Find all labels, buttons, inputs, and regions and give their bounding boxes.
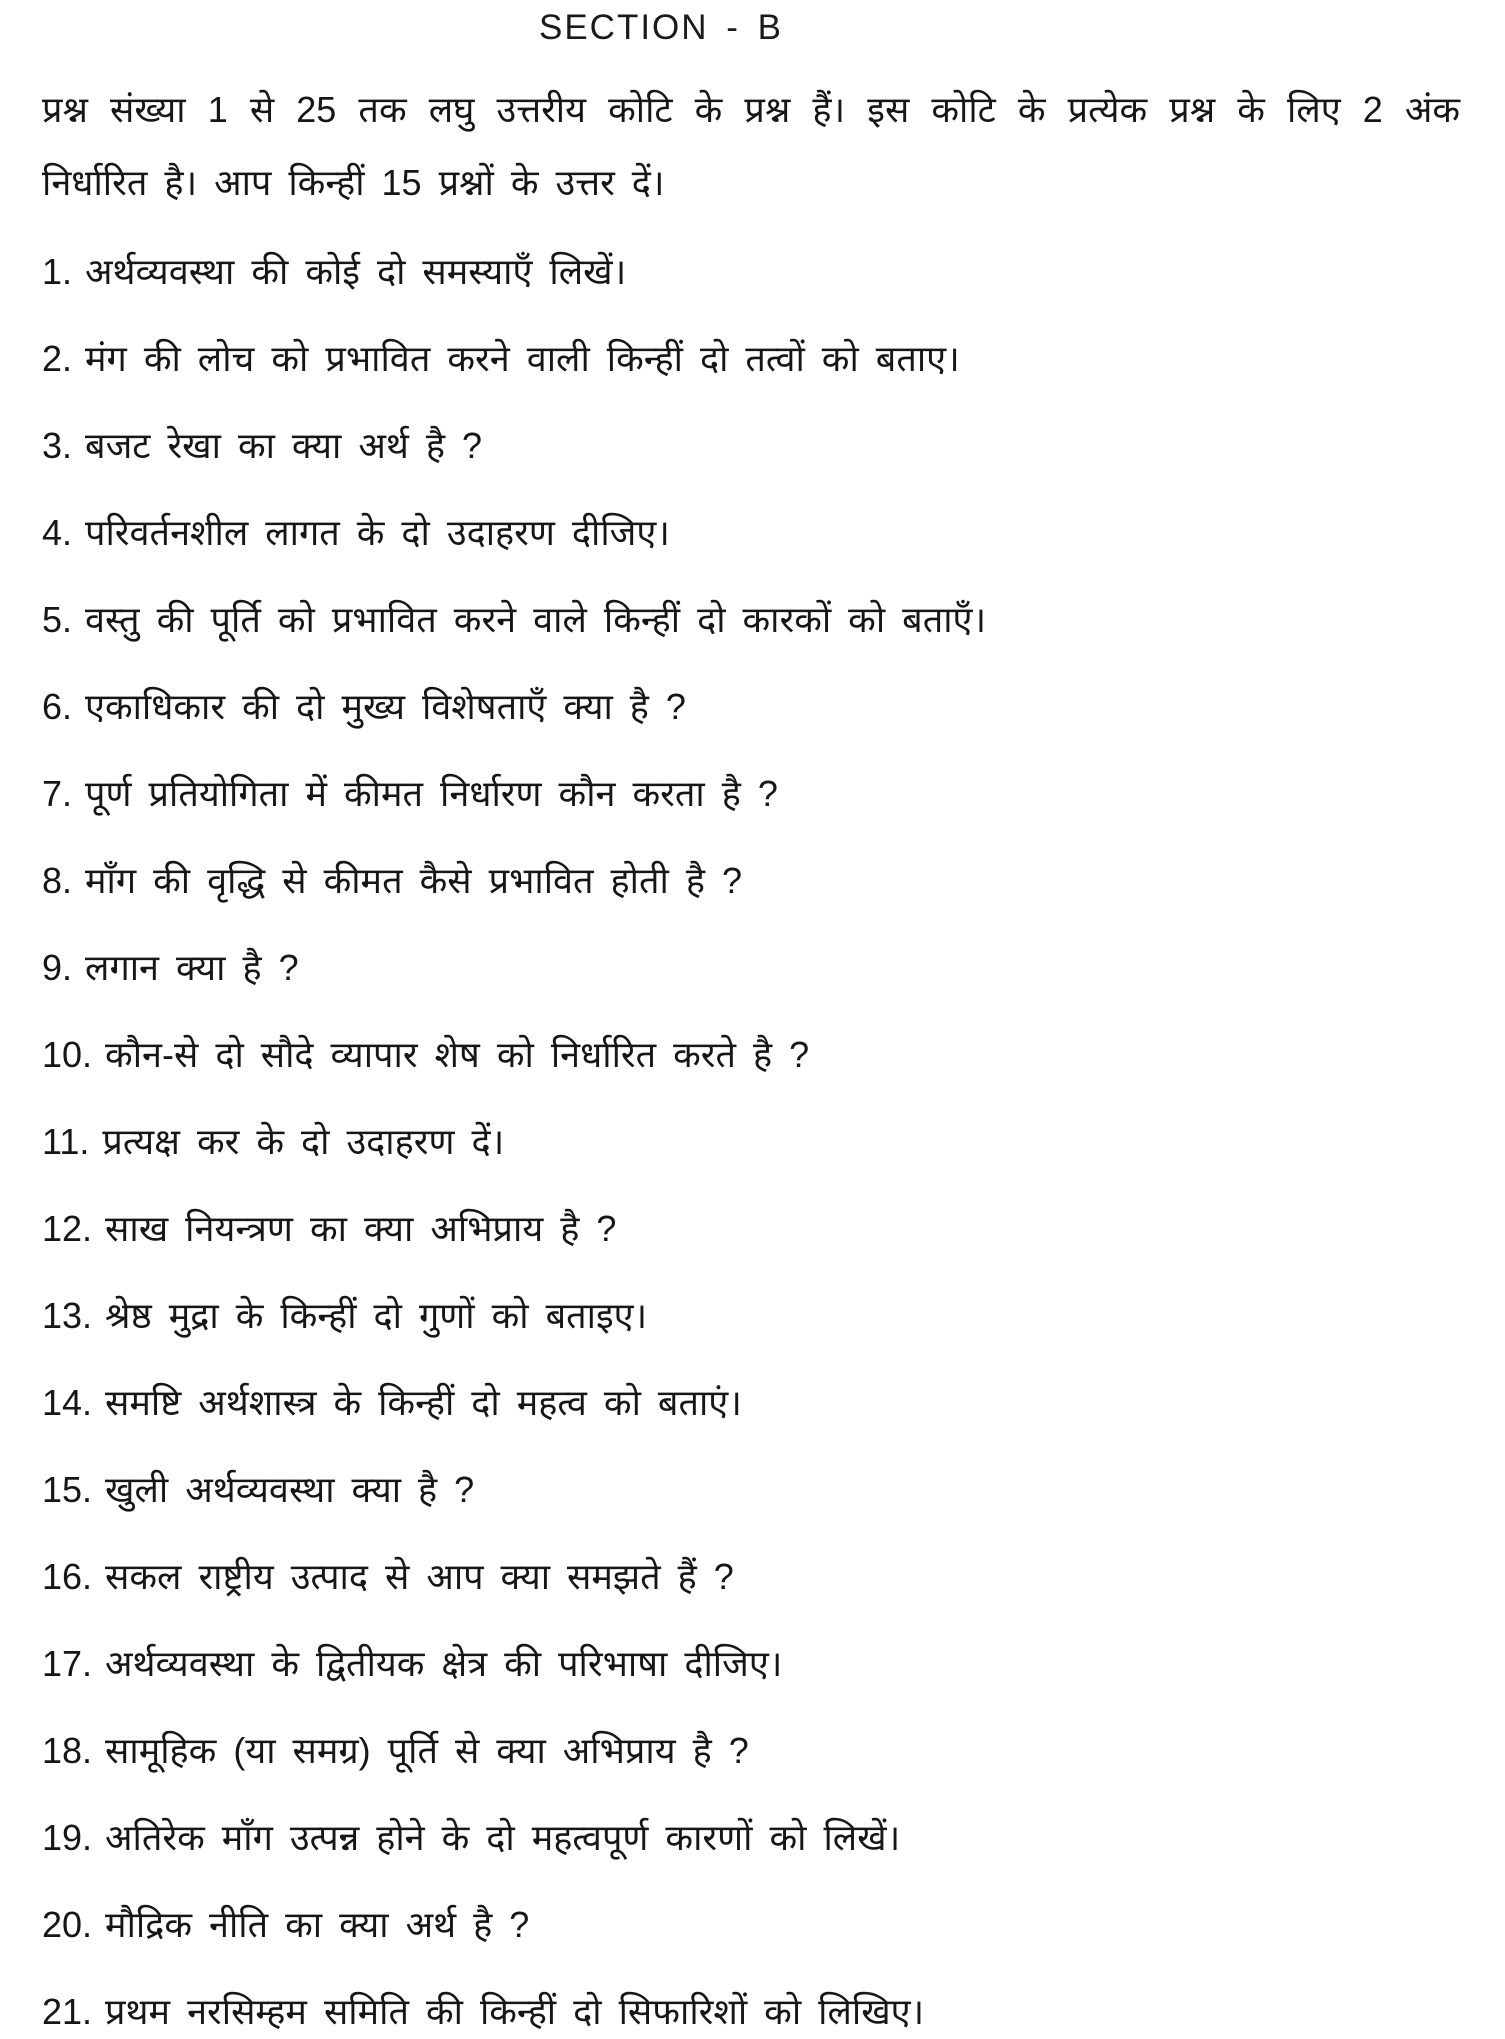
question-number: 3. [42, 425, 73, 466]
question-text: सकल राष्ट्रीय उत्पाद से आप क्या समझते हैं ? [105, 1556, 734, 1597]
question-text: श्रेष्ठ मुद्रा के किन्हीं दो गुणों को बताइए। [105, 1295, 648, 1336]
question-text: पूर्ण प्रतियोगिता में कीमत निर्धारण कौन करता है ? [85, 773, 778, 814]
question-item [42, 593, 1460, 647]
question-number: 6. [42, 686, 73, 727]
question-number: 18. [42, 1730, 93, 1771]
question-item [42, 1463, 1460, 1517]
question-item [42, 1811, 1460, 1865]
question-item [42, 332, 1460, 386]
question-text: एकाधिकार की दो मुख्य विशेषताएँ क्या है ? [85, 686, 686, 727]
question-number: 14. [42, 1382, 93, 1423]
question-text: माँग की वृद्धि से कीमत कैसे प्रभावित होती है ? [85, 860, 742, 901]
question-text: मंग की लोच को प्रभावित करने वाली किन्हीं दो तत्वों को बताए। [85, 338, 960, 379]
section-title: SECTION - B [538, 8, 784, 47]
question-number: 11. [42, 1121, 90, 1162]
question-number: 20. [42, 1904, 93, 1945]
instructions-paragraph: प्रश्न संख्या 1 से 25 तक लघु उत्तरीय कोटि के प्रश्न हैं। इस कोटि के प्रत्येक प्रश्न के लिए 2 अंक निर्धारित है। आप किन्हीं 15 प्रश्नों के उत्तर दें। [42, 89, 1460, 203]
question-item [42, 1550, 1460, 1604]
question-number: 5. [42, 599, 73, 640]
question-number: 1. [42, 251, 73, 292]
question-item [42, 245, 1460, 299]
question-text: सामूहिक (या समग्र) पूर्ति से क्या अभिप्राय है ? [105, 1730, 749, 1771]
question-item [42, 1028, 1460, 1082]
question-text: साख नियन्त्रण का क्या अभिप्राय है ? [105, 1208, 617, 1249]
question-number: 8. [42, 860, 73, 901]
question-item [42, 1898, 1460, 1952]
question-text: वस्तु की पूर्ति को प्रभावित करने वाले किन्हीं दो कारकों को बताएँ। [85, 599, 987, 640]
question-text: अर्थव्यवस्था के द्वितीयक क्षेत्र की परिभाषा दीजिए। [105, 1643, 783, 1684]
question-item [42, 1637, 1460, 1691]
question-text: प्रथम नरसिम्हम समिति की किन्हीं दो सिफारिशों को लिखिए। [105, 1991, 925, 2032]
question-text: बजट रेखा का क्या अर्थ है ? [85, 425, 483, 466]
question-item [42, 419, 1460, 473]
question-number: 4. [42, 512, 73, 553]
question-item [42, 1376, 1460, 1430]
question-number: 7. [42, 773, 73, 814]
question-item [42, 767, 1460, 821]
question-text: प्रत्यक्ष कर के दो उदाहरण दें। [102, 1121, 505, 1162]
question-item [42, 1289, 1460, 1343]
question-text: खुली अर्थव्यवस्था क्या है ? [105, 1469, 475, 1510]
question-text: अर्थव्यवस्था की कोई दो समस्याएँ लिखें। [85, 251, 627, 292]
question-item [42, 680, 1460, 734]
question-item [42, 1202, 1460, 1256]
question-number: 2. [42, 338, 73, 379]
question-item [42, 1724, 1460, 1778]
question-item [42, 1985, 1460, 2039]
question-text: परिवर्तनशील लागत के दो उदाहरण दीजिए। [85, 512, 670, 553]
question-number: 21. [42, 1991, 93, 2032]
question-text: कौन-से दो सौदे व्यापार शेष को निर्धारित करते है ? [105, 1034, 810, 1075]
question-item [42, 1115, 1460, 1169]
question-item [42, 941, 1460, 995]
question-number: 16. [42, 1556, 93, 1597]
question-item [42, 854, 1460, 908]
question-number: 13. [42, 1295, 93, 1336]
question-list [42, 245, 1460, 2039]
question-number: 15. [42, 1469, 93, 1510]
question-number: 12. [42, 1208, 93, 1249]
question-number: 17. [42, 1643, 93, 1684]
question-number: 19. [42, 1817, 93, 1858]
question-number: 9. [42, 947, 73, 988]
question-text: अतिरेक माँग उत्पन्न होने के दो महत्वपूर्ण कारणों को लिखें। [105, 1817, 901, 1858]
question-item [42, 506, 1460, 560]
question-number: 10. [42, 1034, 93, 1075]
question-text: समष्टि अर्थशास्त्र के किन्हीं दो महत्व को बताएं। [105, 1382, 742, 1423]
question-text: मौद्रिक नीति का क्या अर्थ है ? [105, 1904, 530, 1945]
question-text: लगान क्या है ? [85, 947, 299, 988]
